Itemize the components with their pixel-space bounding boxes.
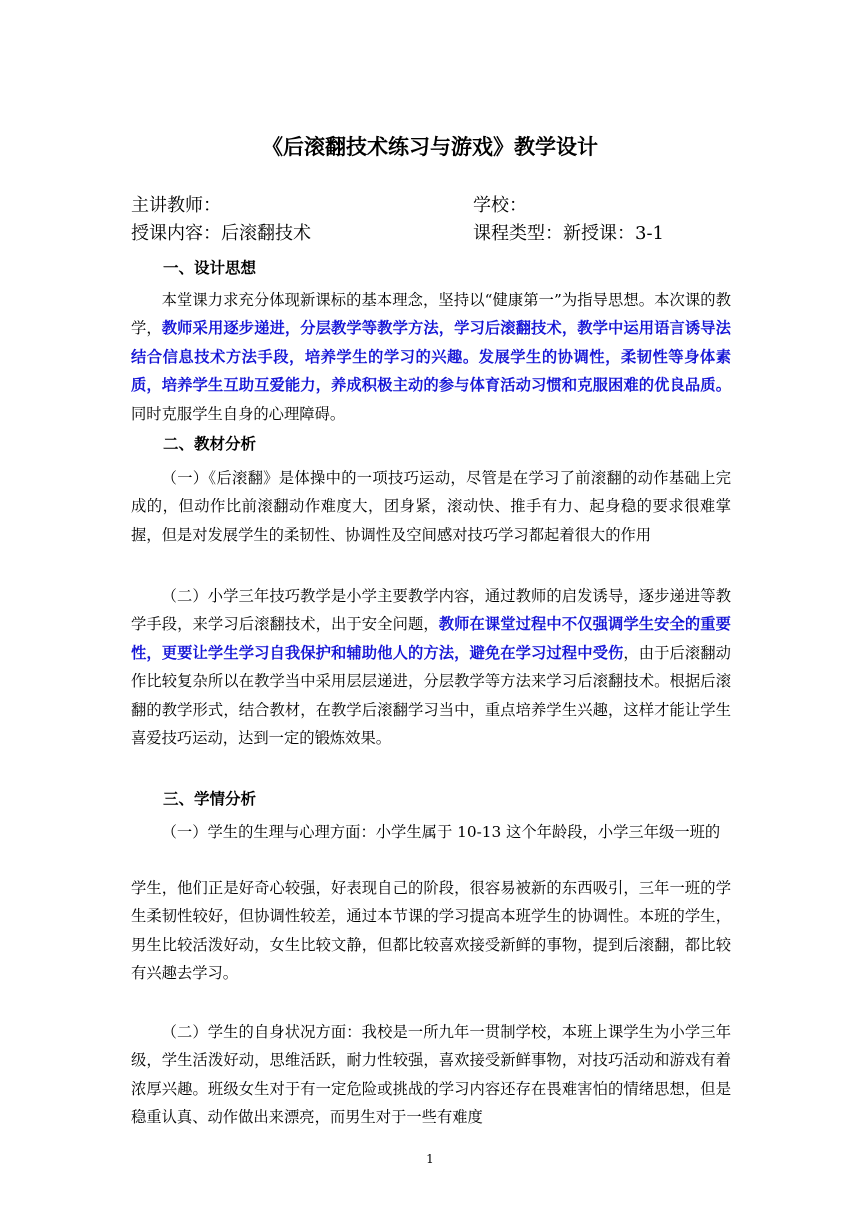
material-text-highlight: 教师在课堂过程中不仅强调学生安全的重要性，更要让学生学习自我保护和辅助他人的方法，避免在学习过程中受伤 [131,615,731,662]
material-text-a: （二）小学三年技巧教学是小学主要教学内容，通过教师的启发诱导，逐步递进等教学手段，来学习后滚翻技术，出于安全问题， [131,587,731,634]
school-label: 学校： [473,195,527,216]
material-text-c: ，由于后滚翻动作比较复杂所以在教学当中采用层层递进，分层教学等方法来学习后滚翻技术。根据后滚翻的教学形式，结合教材，在教学后滚翻学习当中，重点培养学生兴趣，这样才能让学生喜爱技巧运动，达到一定的锻炼效果。 [131,643,731,748]
students-paragraph-1: （一）学生的生理与心理方面：小学生属于 10-13 这个年龄段，小学三年级一班的 [161,823,721,841]
students-paragraph-3: （二）学生的自身状况方面：我校是一所九年一贯制学校，本班上课学生为小学三年级，学生活泼好动，思维活跃，耐力性较强，喜欢接受新鲜事物，对技巧活动和游戏有着浓厚兴趣。班级女生对于有一定危险或挑战的学习内容还存在畏难害怕的情绪思想，但是稳重认真、动作做出来漂亮，而男生对于一些有难度 [131,1023,731,1127]
section-heading-students: 三、学情分析 [163,790,257,808]
design-text-a: 本堂课力求充分体现新课标的基本理念，坚持以“健康第一”为指导思想。本次课的教学， [131,291,731,338]
section-heading-design: 一、设计思想 [163,259,257,277]
design-paragraph [131,286,731,428]
design-text-c: 同时克服学生自身的心理障碍。 [131,404,346,423]
material-paragraph-2 [131,582,731,752]
design-text-highlight: 教师采用逐步递进，分层教学等教学方法，学习后滚翻技术，教学中运用语言诱导法结合信息技术方法手段，培养学生的学习的兴趣。发展学生的协调性，柔韧性等身体素质，培养学生互助互爱能力，养成积极主动的参与体育活动习惯和克服困难的优良品质。 [131,319,731,395]
students-paragraph-2: 学生，他们正是好奇心较强，好表现自己的阶段，很容易被新的东西吸引，三年一班的学生柔韧性较好，但协调性较差，通过本节课的学习提高本班学生的协调性。本班的学生，男生比较活泼好动，女生比较文静，但都比较喜欢接受新鲜的事物，提到后滚翻，都比较有兴趣去学习。 [131,879,731,983]
teacher-label: 主讲教师： [131,195,221,216]
content-label: 授课内容：后滚翻技术 [131,223,311,244]
document-title: 《后滚翻技术练习与游戏》教学设计 [262,135,598,159]
course-type-label: 课程类型：新授课：3-1 [473,223,664,244]
page-number: 1 [426,1152,434,1166]
material-paragraph-1: （一）《后滚翻》是体操中的一项技巧运动，尽管是在学习了前滚翻的动作基础上完成的，但动作比前滚翻动作难度大，团身紧，滚动快、推手有力、起身稳的要求很难掌握，但是对发展学生的柔韧性、协调性及空间感对技巧学习都起着很大的作用 [131,469,731,544]
section-heading-material: 二、教材分析 [163,435,257,453]
